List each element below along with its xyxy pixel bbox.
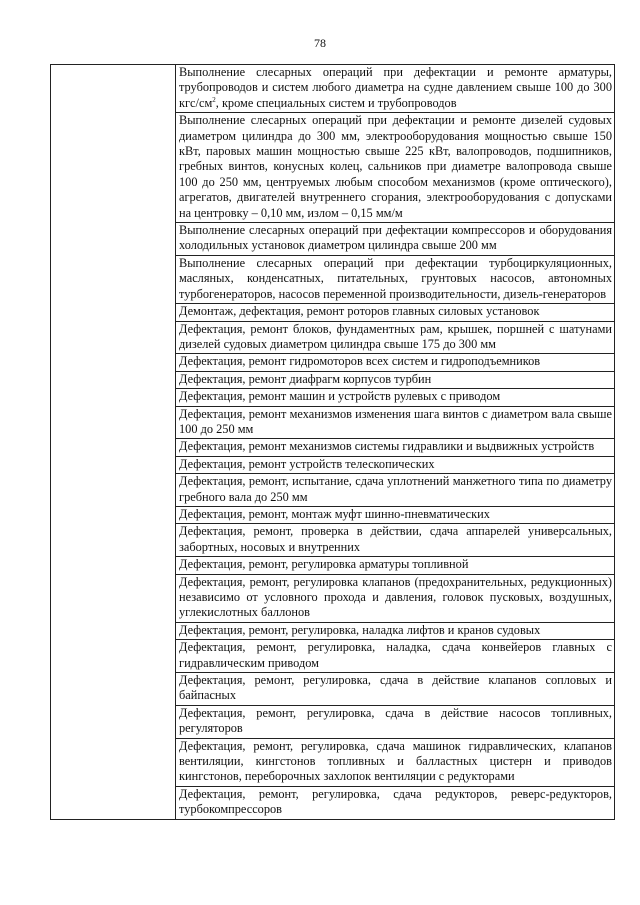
work-description-text-continued: , кроме специальных систем и трубопроводов (215, 95, 457, 110)
work-description-cell (176, 673, 615, 706)
work-description-cell (176, 506, 615, 523)
work-list-table (50, 64, 615, 820)
work-description-cell (176, 255, 615, 303)
work-description-cell (176, 557, 615, 574)
work-description-text: Дефектация, ремонт диафрагм корпусов турбин (179, 371, 432, 386)
work-description-cell (176, 786, 615, 819)
empty-left-column-cell (51, 65, 176, 820)
work-description-cell (176, 574, 615, 622)
work-description-cell (176, 406, 615, 439)
work-description-cell (176, 439, 615, 456)
work-description-cell (176, 304, 615, 321)
work-description-cell (176, 389, 615, 406)
work-description-text: Демонтаж, дефектация, ремонт роторов главных силовых установок (179, 304, 540, 319)
table-row (51, 65, 615, 113)
work-description-text: Дефектация, ремонт блоков, фундаментных рам, крышек, поршней с шатунами дизелей судовых диаметром цилиндра свыше 175 до 300 мм (179, 321, 612, 351)
work-description-cell (176, 474, 615, 507)
work-description-text: Дефектация, ремонт, проверка в действии, сдача аппарелей универсальных, забортных, носовых и внутренних (179, 524, 612, 554)
page-number: 78 (314, 36, 326, 50)
work-description-text: Дефектация, ремонт, регулировка, наладка, сдача конвейеров главных с гидравлическим приводом (179, 640, 612, 670)
work-description-text: Выполнение слесарных операций при дефектации турбоциркуляционных, масляных, конденсатных, питательных, грунтовых насосов, автономных турбогенераторов, насосов переменной производительности, дизель-генераторов (179, 255, 612, 301)
unit-superscript: 2 (212, 95, 216, 104)
work-description-text: Дефектация, ремонт, испытание, сдача уплотнений манжетного типа по диаметру гребного вала до 250 мм (179, 474, 612, 504)
work-description-text: Дефектация, ремонт, регулировка, сдача машинок гидравлических, клапанов вентиляции, кингстонов топливных и балластных цистерн и приводов кингстонов, переборочных захлопок вентиляции с редукторами (179, 738, 612, 784)
work-description-cell (176, 705, 615, 738)
work-description-cell (176, 738, 615, 786)
work-description-cell (176, 456, 615, 473)
work-description-text: Дефектация, ремонт машин и устройств рулевых с приводом (179, 389, 501, 404)
work-description-cell (176, 321, 615, 354)
work-description-text: Дефектация, ремонт, регулировка клапанов (предохранительных, редукционных) независимо от условного прохода и давления, головок пусковых, воздушных, углекислотных баллонов (179, 574, 612, 620)
work-description-cell (176, 65, 615, 113)
work-description-cell (176, 371, 615, 388)
work-description-cell (176, 640, 615, 673)
work-description-cell (176, 354, 615, 371)
work-description-text: Дефектация, ремонт устройств телескопических (179, 456, 435, 471)
work-description-text: Дефектация, ремонт, регулировка, наладка лифтов и кранов судовых (179, 622, 541, 637)
work-description-text: Выполнение слесарных операций при дефектации компрессоров и оборудования холодильных установок диаметром цилиндра свыше 200 мм (179, 223, 612, 253)
work-description-text: Дефектация, ремонт механизмов изменения шага винтов с диаметром вала свыше 100 до 250 мм (179, 406, 612, 436)
work-description-cell (176, 622, 615, 639)
work-description-text: Дефектация, ремонт, регулировка арматуры топливной (179, 557, 469, 572)
work-description-text: Выполнение слесарных операций при дефектации и ремонте арматуры, трубопроводов и систем любого диаметра на судне давлением свыше 100 до 300 кгс/см (179, 65, 612, 110)
work-description-text: Выполнение слесарных операций при дефектации и ремонте дизелей судовых диаметром цилиндра до 300 мм, электрооборудования мощностью свыше 150 кВт, паровых машин мощностью свыше 225 кВт, валопроводов, подшипников, гребных винтов, конусных колец, сальников при диаметре валопровода свыше 100 до 250 мм, центруемых любым способом механизмов (кроме оптического), агрегатов, двигателей внутреннего сгорания, электрооборудования с допусками на центровку – 0,10 мм, излом – 0,15 мм/м (179, 113, 612, 220)
work-description-text: Дефектация, ремонт, монтаж муфт шинно-пневматических (179, 506, 490, 521)
work-description-cell (176, 524, 615, 557)
work-description-text: Дефектация, ремонт, регулировка, сдача в действие клапанов сопловых и байпасных (179, 673, 612, 703)
work-description-text: Дефектация, ремонт гидромоторов всех систем и гидроподъемников (179, 354, 541, 369)
work-description-text: Дефектация, ремонт механизмов системы гидравлики и выдвижных устройств (179, 439, 595, 454)
work-description-text: Дефектация, ремонт, регулировка, сдача в действие насосов топливных, регуляторов (179, 705, 612, 736)
work-description-cell (176, 223, 615, 256)
work-description-cell (176, 113, 615, 223)
work-description-text: Дефектация, ремонт, регулировка, сдача редукторов, реверс-редукторов, турбокомпрессоров (179, 786, 612, 817)
